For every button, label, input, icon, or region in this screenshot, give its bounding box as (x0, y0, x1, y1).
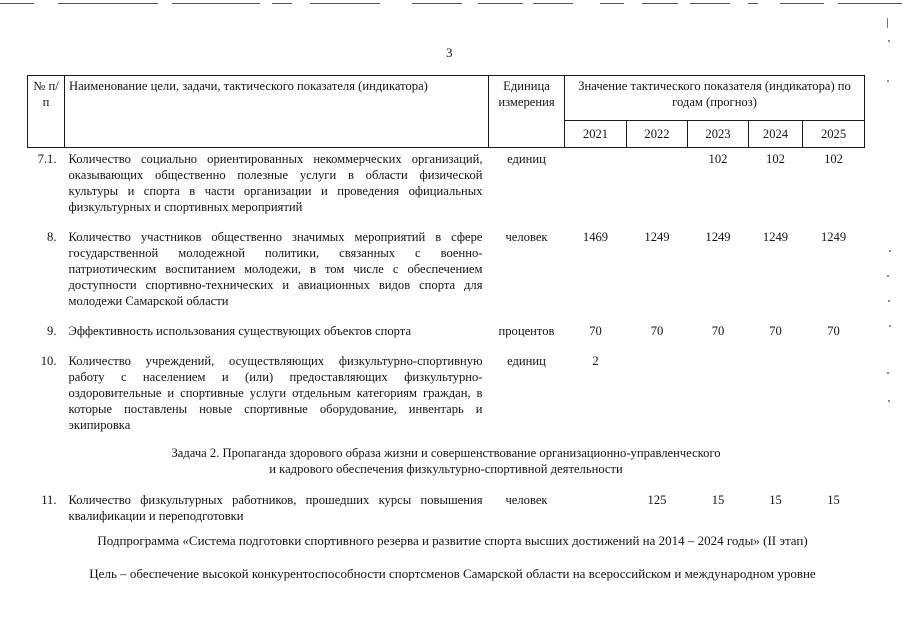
indicator-name: Количество физкультурных работников, прошедших курсы повышения квалификации и переподготовки (68, 493, 483, 523)
value-2024: 15 (769, 493, 782, 507)
indicator-unit: процентов (498, 324, 555, 338)
table-row (28, 226, 865, 320)
value-2025 (803, 350, 865, 444)
indicator-name: Количество учреждений, осуществляющих физкультурно-спортивную работу с населением и (или) предоставляющих физкультурно-оздоровительные и спортивные услуги отдельным категориям граждан, в которые поставлены новые спортивные оборудование, инвентарь и экипировка (68, 354, 483, 432)
value-2021 (565, 489, 627, 535)
value-2022 (627, 148, 688, 227)
indicator-unit: единиц (507, 354, 546, 368)
value-2025: 102 (824, 152, 843, 166)
indicator-unit: единиц (507, 152, 546, 166)
margin-dot (888, 40, 890, 42)
margin-dot (889, 325, 891, 327)
indicators-table (27, 75, 865, 535)
row-number: 9. (47, 324, 57, 338)
value-2024: 1249 (762, 230, 789, 244)
table-row (28, 350, 865, 444)
scan-top-edge (0, 0, 905, 8)
header-year: 2024 (749, 121, 803, 148)
margin-dot (887, 275, 889, 277)
margin-dot (887, 80, 889, 82)
value-2022 (627, 350, 688, 444)
table-row (28, 320, 865, 350)
row-number: 10. (40, 354, 57, 368)
margin-mark (887, 18, 888, 28)
header-year: 2021 (565, 121, 627, 148)
header-unit: Единица измерения (489, 76, 565, 148)
task-heading-line: Задача 2. Пропаганда здорового образа жизни и совершенствование организационно-управленческого (171, 446, 721, 460)
indicator-name: Количество социально ориентированных некоммерческих организаций, оказывающих общественно полезные услуги в области физической культуры и спорта в части организации и проведения официальных физкультурных и спортивных мероприятий (68, 152, 483, 214)
value-2022: 1249 (644, 230, 670, 244)
value-2021 (565, 148, 627, 227)
header-year: 2022 (627, 121, 688, 148)
value-2023: 15 (711, 493, 725, 507)
header-number: № п/п (28, 76, 65, 148)
value-2022: 70 (650, 324, 664, 338)
margin-dot (888, 400, 890, 402)
value-2023: 102 (708, 152, 728, 166)
header-year: 2025 (803, 121, 865, 148)
row-number: 7.1. (37, 152, 57, 166)
header-values: Значение тактического показателя (индикатора) по годам (прогноз) (565, 76, 865, 121)
value-2025: 70 (827, 324, 840, 338)
margin-dot (888, 300, 890, 302)
value-2025: 15 (827, 493, 840, 507)
indicator-name: Количество участников общественно значимых мероприятий в сфере государственной молодежной политики, связанных с военно-патриотическим воспитанием молодежи, в том числе с обеспечением доступности спортивно-технических и авиационных видов спорта для молодежи Самарской области (68, 230, 483, 308)
value-2022: 125 (647, 493, 667, 507)
margin-dot (887, 372, 889, 374)
task-heading-line: и кадрового обеспечения физкультурно-спортивной деятельности (269, 462, 623, 476)
value-2023 (688, 350, 749, 444)
value-2021: 2 (592, 354, 599, 368)
value-2025: 1249 (820, 230, 847, 244)
table-row (28, 489, 865, 535)
indicator-unit: человек (505, 493, 548, 507)
margin-dot (889, 250, 891, 252)
row-number: 8. (47, 230, 57, 244)
value-2023: 1249 (705, 230, 731, 244)
indicator-name: Эффективность использования существующих объектов спорта (68, 324, 412, 338)
value-2023: 70 (711, 324, 725, 338)
row-number: 11. (41, 493, 57, 507)
header-year: 2023 (688, 121, 749, 148)
value-2024: 102 (766, 152, 785, 166)
header-name: Наименование цели, задачи, тактического показателя (индикатора) (65, 76, 489, 148)
value-2024 (749, 350, 803, 444)
value-2021: 1469 (582, 230, 609, 244)
subprogram-heading: Подпрограмма «Система подготовки спортивного резерва и развитие спорта высших достижений на 2014 – 2024 годы» (II этап) (97, 533, 808, 548)
value-2021: 70 (589, 324, 602, 338)
table-row (28, 148, 865, 227)
indicator-unit: человек (505, 230, 548, 244)
page-number: 3 (446, 45, 453, 60)
value-2024: 70 (769, 324, 782, 338)
goal-heading: Цель – обеспечение высокой конкурентоспособности спортсменов Самарской области на всероссийском и международном уровне (89, 566, 816, 581)
task-heading-row (28, 444, 865, 489)
